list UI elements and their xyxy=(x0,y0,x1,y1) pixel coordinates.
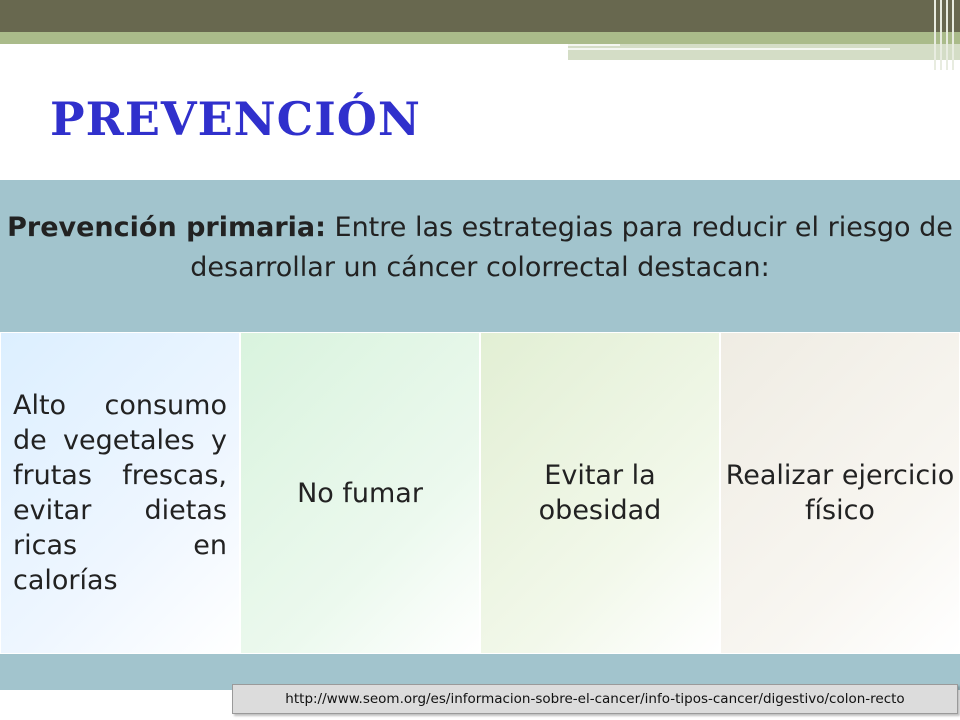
strategy-cards xyxy=(0,332,960,654)
top-accent-bar xyxy=(0,32,960,44)
strategy-card-text: No fumar xyxy=(297,477,423,509)
strategy-card xyxy=(240,332,480,654)
slide-title: PREVENCIÓN xyxy=(50,92,421,146)
intro-text: Entre las estrategias para reducir el riesgo de desarrollar un cáncer colorrectal destacan: xyxy=(190,212,953,283)
top-light-bar xyxy=(568,44,960,60)
strategy-card xyxy=(720,332,960,654)
intro-heading: Prevención primaria: xyxy=(7,212,326,243)
intro-paragraph xyxy=(0,208,960,288)
strategy-card-text: Evitar la obesidad xyxy=(538,460,662,526)
top-divider-line xyxy=(0,60,774,62)
strategy-card-text: Alto consumo de vegetales y frutas frescas, evitar dietas ricas en calorías xyxy=(13,390,227,596)
strategy-card xyxy=(0,332,240,654)
corner-decoration xyxy=(930,0,960,70)
strategy-card xyxy=(480,332,720,654)
strategy-card-text: Realizar ejercicio físico xyxy=(725,460,955,526)
top-divider-line xyxy=(0,48,890,50)
top-divider-line xyxy=(0,44,620,46)
top-decorative-bar xyxy=(0,0,960,32)
source-link[interactable]: http://www.seom.org/es/informacion-sobre-el-cancer/info-tipos-cancer/digestivo/colon-recto xyxy=(232,684,958,714)
